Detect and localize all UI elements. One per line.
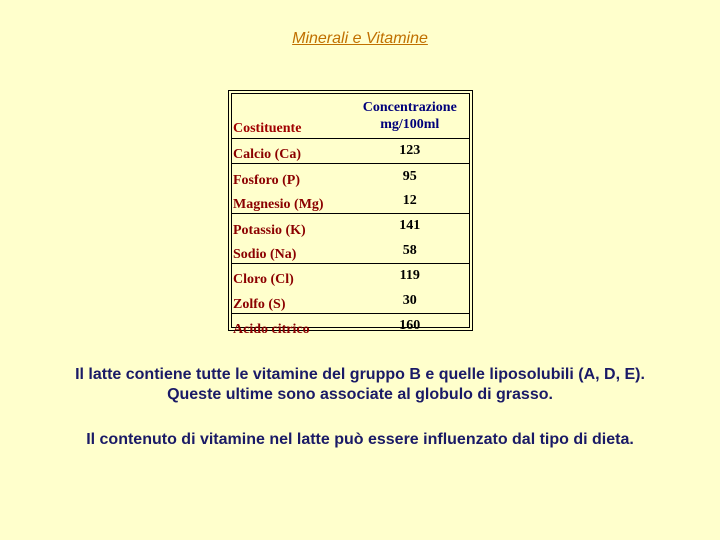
row-value: 30 bbox=[402, 292, 417, 308]
row-value: 95 bbox=[350, 164, 470, 189]
header-constituent: Costituente bbox=[233, 121, 302, 136]
table-row bbox=[231, 214, 470, 239]
header-concentration bbox=[350, 93, 470, 139]
header-concentration-unit: mg/100ml bbox=[380, 116, 440, 132]
row-value: 12 bbox=[402, 192, 417, 208]
row-name: Acido citrico bbox=[231, 313, 350, 338]
table-row bbox=[231, 263, 470, 288]
vitamins-paragraph-line2: Queste ultime sono associate al globulo di grasso. bbox=[167, 386, 553, 403]
row-value: 58 bbox=[402, 242, 417, 258]
header-concentration-line1: Concentrazione bbox=[362, 99, 457, 115]
table-row bbox=[231, 189, 470, 214]
table-row bbox=[231, 313, 470, 338]
row-name: Magnesio (Mg) bbox=[233, 197, 324, 213]
row-name: Potassio (K) bbox=[231, 214, 350, 239]
row-name: Zolfo (S) bbox=[233, 296, 286, 312]
row-name: Fosforo (P) bbox=[231, 164, 350, 189]
diet-paragraph: Il contenuto di vitamine nel latte può essere influenzato dal tipo di dieta. bbox=[86, 431, 634, 448]
table-header-row bbox=[231, 93, 470, 139]
minerals-table-grid bbox=[231, 93, 470, 338]
vitamins-paragraph bbox=[0, 365, 720, 405]
row-value: 141 bbox=[350, 214, 470, 239]
row-value: 160 bbox=[350, 313, 470, 338]
row-name: Calcio (Ca) bbox=[231, 139, 350, 164]
table-row bbox=[231, 239, 470, 264]
row-value: 119 bbox=[350, 263, 470, 288]
vitamins-paragraph-line1: Il latte contiene tutte le vitamine del gruppo B e quelle liposolubili (A, D, E). bbox=[75, 366, 645, 383]
minerals-table bbox=[228, 90, 473, 338]
page-title: Minerali e Vitamine bbox=[292, 30, 428, 47]
row-value: 123 bbox=[350, 139, 470, 164]
table-row bbox=[231, 139, 470, 164]
row-name: Cloro (Cl) bbox=[231, 263, 350, 288]
table-row bbox=[231, 288, 470, 313]
row-name: Sodio (Na) bbox=[233, 246, 297, 262]
table-row bbox=[231, 164, 470, 189]
